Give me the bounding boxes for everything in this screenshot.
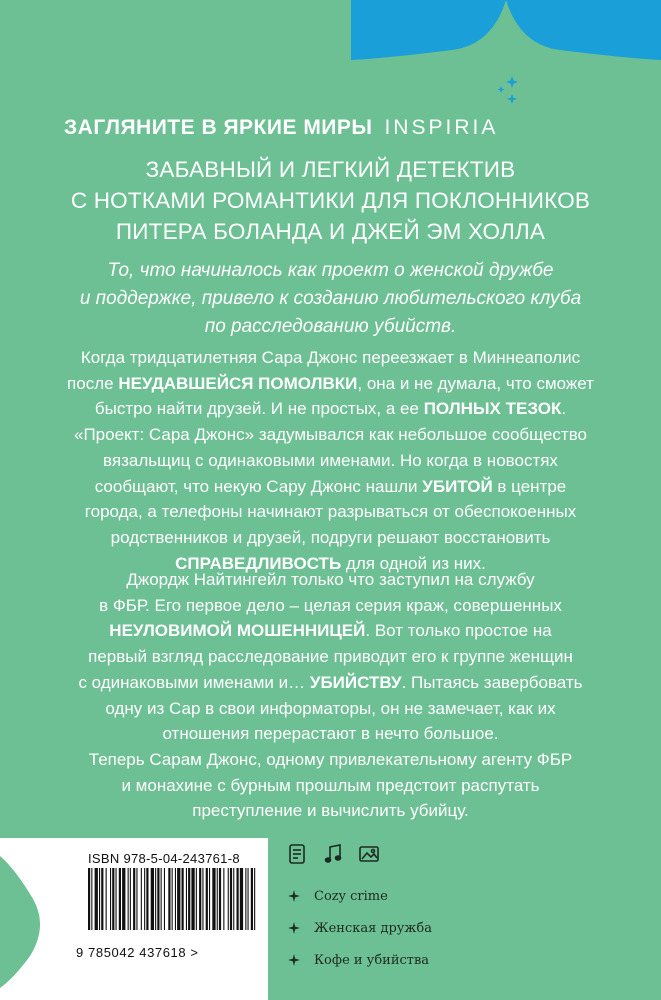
text-line: в ФБР. Его первое дело – целая серия краж, совершенных bbox=[99, 595, 562, 615]
barcode-image bbox=[88, 868, 258, 930]
text-line: города, а телефоны начинают разрываться от обеспокоенных bbox=[84, 502, 577, 522]
lead-line: и поддержке, привело к созданию любительского клуба bbox=[79, 288, 582, 309]
format-icons bbox=[286, 840, 386, 868]
text-line: Джордж Найтингейл только что заступил на службу bbox=[126, 570, 535, 589]
barcode-digits: 9 785042 437618 > bbox=[76, 945, 199, 960]
text-line: одну из Сар в свои информаторы, он не замечает, как их bbox=[105, 698, 556, 718]
text-line: Теперь Сарам Джонс, одному привлекательному агенту ФБР bbox=[88, 750, 573, 769]
text-line: первый взгляд расследование приводит его к группе женщин bbox=[88, 647, 573, 667]
emphasis: НЕУДАВШЕЙСЯ ПОМОЛВКИ bbox=[118, 373, 358, 393]
tag-list bbox=[288, 880, 432, 976]
headline-line: ПИТЕРА БОЛАНДА И ДЖЕЙ ЭМ ХОЛЛА bbox=[115, 219, 546, 244]
lead-line: То, что начиналось как проект о женской дружбе bbox=[107, 260, 554, 281]
tag-item bbox=[288, 912, 432, 944]
synopsis-paragraph-2 bbox=[0, 567, 661, 747]
brand-logo: INSPIRIA bbox=[384, 116, 499, 139]
emphasis: ПОЛНЫХ ТЕЗОК bbox=[423, 399, 562, 419]
tag-label: Cozy crime bbox=[314, 888, 388, 904]
text-line: СПРАВЕДЛИВОСТЬ для одной из них. bbox=[175, 553, 486, 573]
text-line: вязальщиц с одинаковыми именами. Но когда в новостях bbox=[103, 450, 558, 470]
star-bullet-icon bbox=[288, 890, 300, 902]
text-line: преступление и вычислить убийцу. bbox=[192, 801, 469, 821]
text-line: НЕУЛОВИМОЙ МОШЕННИЦЕЙ. Вот только простое на bbox=[109, 621, 552, 641]
text-line: быстро найти друзей. И не простых, а ее ПОЛНЫХ ТЕЗОК. bbox=[94, 399, 567, 419]
headline-line: С НОТКАМИ РОМАНТИКИ ДЛЯ ПОКЛОННИКОВ bbox=[70, 188, 591, 213]
lead-line: по расследованию убийств. bbox=[204, 316, 457, 337]
tag-item bbox=[288, 880, 432, 912]
star-bullet-icon bbox=[288, 954, 300, 966]
tag-label: Женская дружба bbox=[314, 920, 432, 936]
text-line: и монахине с бурным прошлым предстоит распутать bbox=[121, 775, 540, 795]
sparkles-icon bbox=[492, 70, 532, 110]
emphasis: УБИТОЙ bbox=[422, 476, 493, 496]
series-tagline: ЗАГЛЯНИТЕ В ЯРКИЕ МИРЫ bbox=[64, 116, 373, 139]
top-blue-tab bbox=[0, 0, 661, 60]
ebook-icon bbox=[286, 843, 308, 865]
tag-label: Кофе и убийства bbox=[314, 952, 430, 968]
emphasis: УБИЙСТВУ bbox=[309, 672, 402, 692]
text-line: отношения перерастают в нечто большое. bbox=[162, 724, 499, 744]
headline-line: ЗАБАВНЫЙ И ЛЕГКИЙ ДЕТЕКТИВ bbox=[145, 157, 516, 182]
synopsis-paragraph-3 bbox=[0, 747, 661, 824]
synopsis-paragraph-1 bbox=[0, 345, 661, 576]
text-line: родственников и друзей, подруги решают восстановить bbox=[110, 527, 551, 547]
text-line: с одинаковыми именами и… УБИЙСТВУ. Пытаясь завербовать bbox=[78, 672, 583, 692]
lead-text bbox=[0, 257, 661, 341]
headline bbox=[0, 154, 661, 247]
text-line: сообщают, что некую Сару Джонс нашли УБИТОЙ в центре bbox=[94, 476, 567, 496]
series-banner bbox=[64, 116, 624, 144]
text-line: Когда тридцатилетняя Сара Джонс переезжает в Миннеаполис bbox=[80, 348, 581, 367]
text-line: «Проект: Сара Джонс» задумывался как небольшое сообщество bbox=[74, 425, 587, 445]
tag-item bbox=[288, 944, 432, 976]
emphasis: НЕУЛОВИМОЙ МОШЕННИЦЕЙ bbox=[109, 621, 366, 641]
image-icon bbox=[358, 843, 380, 865]
music-note-icon bbox=[322, 843, 344, 865]
star-bullet-icon bbox=[288, 922, 300, 934]
emphasis: СПРАВЕДЛИВОСТЬ bbox=[175, 553, 342, 573]
isbn-label: ISBN 978-5-04-243761-8 bbox=[88, 851, 240, 866]
text-line: после НЕУДАВШЕЙСЯ ПОМОЛВКИ, она и не думала, что сможет bbox=[67, 373, 594, 393]
